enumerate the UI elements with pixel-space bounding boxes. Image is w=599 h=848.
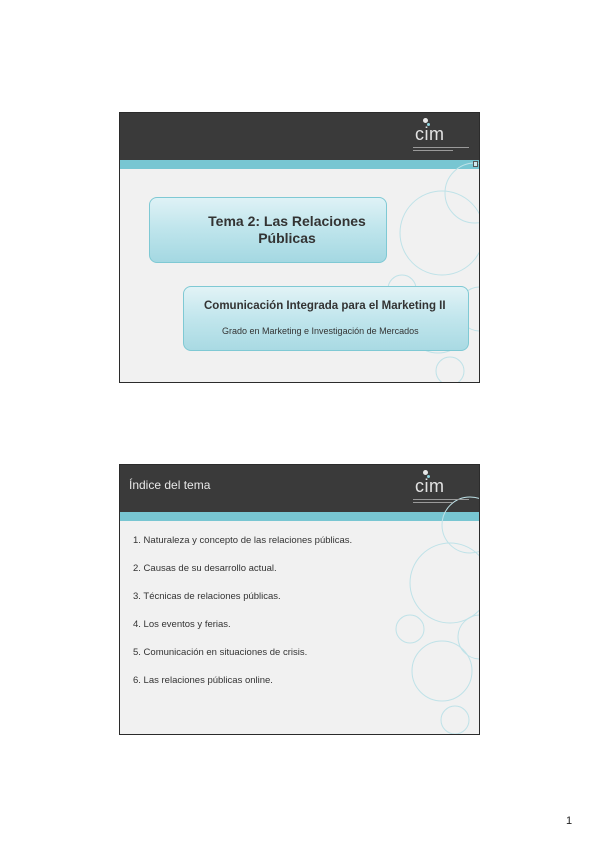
logo-rule <box>413 150 453 151</box>
logo-rule <box>413 502 453 503</box>
course-name: Comunicación Integrada para el Marketing II <box>204 300 446 312</box>
page-number: 1 <box>566 815 573 827</box>
logo-rule <box>413 499 469 500</box>
slide-index <box>119 464 480 735</box>
index-list <box>133 535 352 703</box>
slide-title-text <box>207 213 367 247</box>
title-line: Tema 2: Las Relaciones <box>208 213 366 229</box>
logo-rule <box>413 147 469 148</box>
title-box <box>149 197 387 263</box>
list-item: 1. Naturaleza y concepto de las relaciones públicas. <box>133 535 353 546</box>
degree-name: Grado en Marketing e Investigación de Mercados <box>222 326 419 336</box>
list-item: 4. Los eventos y ferias. <box>133 619 231 630</box>
subtitle-box <box>183 286 469 351</box>
title-line: Públicas <box>258 230 316 246</box>
cim-logo <box>413 470 471 508</box>
list-item: 5. Comunicación en situaciones de crisis. <box>133 647 308 658</box>
list-item: 6. Las relaciones públicas online. <box>133 675 273 686</box>
logo-text: cim <box>415 476 445 496</box>
list-item: 3. Técnicas de relaciones públicas. <box>133 591 281 602</box>
slide-title <box>119 112 480 383</box>
slide-title-text: Índice del tema <box>129 478 211 492</box>
list-item: 2. Causas de su desarrollo actual. <box>133 563 277 574</box>
cim-logo <box>413 118 471 156</box>
logo-text: cim <box>415 124 445 144</box>
corner-icon <box>473 161 478 167</box>
